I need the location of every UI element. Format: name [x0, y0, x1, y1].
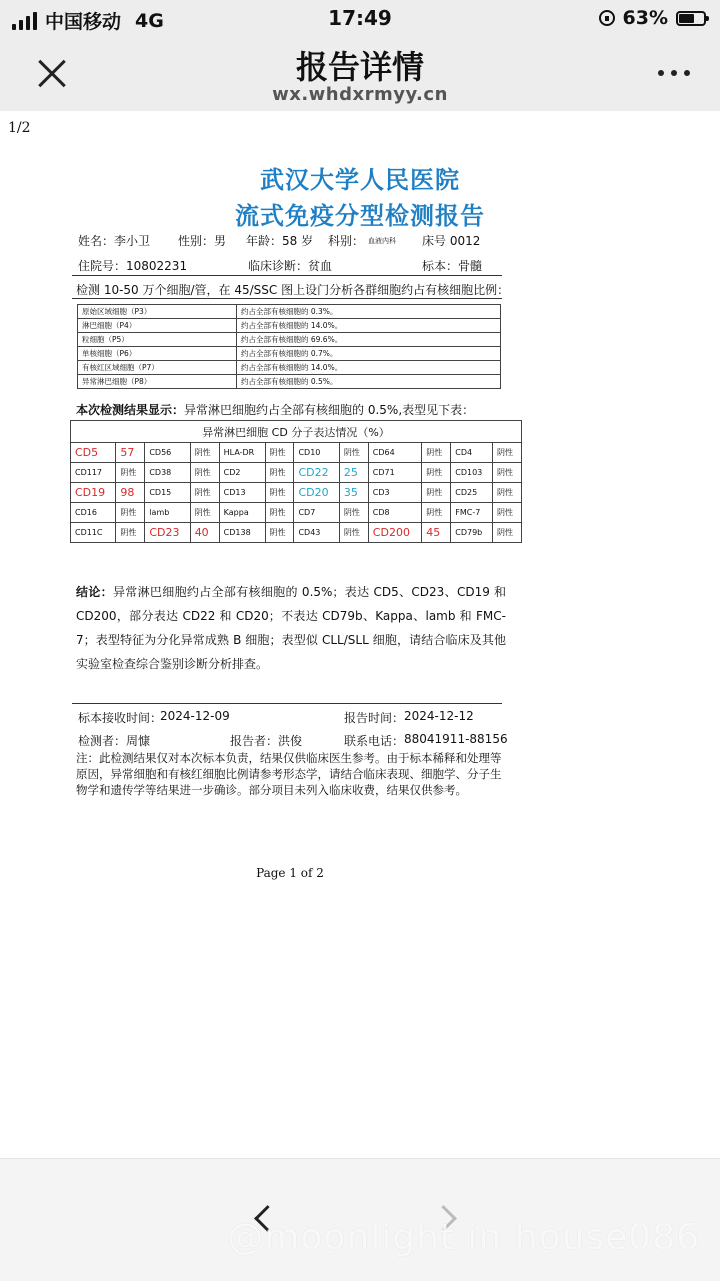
cd-marker: CD117	[71, 463, 116, 483]
cd-marker: Kappa	[219, 503, 265, 523]
cd-marker: HLA-DR	[219, 443, 265, 463]
inpatient-number: 住院号：10802231	[78, 259, 188, 273]
status-time: 17:49	[328, 6, 392, 30]
phone-label: 联系电话：	[344, 734, 405, 748]
cd-value: 阴性	[265, 503, 294, 523]
cd-value: 阴性	[422, 443, 451, 463]
cd-marker: CD71	[368, 463, 421, 483]
more-options-icon[interactable]	[658, 70, 690, 76]
nav-bar	[0, 36, 720, 111]
cd-row	[71, 443, 522, 463]
cd-marker: CD25	[451, 483, 493, 503]
conclusion-label: 结论：	[76, 585, 113, 599]
result-summary	[76, 401, 474, 418]
battery-percent: 63%	[622, 7, 668, 29]
cd-marker: CD138	[219, 523, 265, 543]
cd-value: 阴性	[265, 483, 294, 503]
conclusion-text: 异常淋巴细胞约占全部有核细胞的 0.5%；表达 CD5、CD23、CD19 和 CD200，部分表达 CD22 和 CD20；不表达 CD79b、Kappa、lamb 和 FMC-7；表型特征为分化异常成熟 B 细胞；表型似 CLL/SLL 细胞，请结合临床及其他实验室检查综合鉴别诊断分析排查。	[76, 585, 506, 671]
cd-marker: CD13	[219, 483, 265, 503]
page-indicator: 1/2	[8, 120, 31, 136]
page-footer: Page 1 of 2	[256, 866, 324, 880]
clinical-diagnosis: 临床诊断：贫血	[248, 259, 333, 273]
cd-value: 阴性	[492, 523, 521, 543]
cd-value: 阴性	[265, 523, 294, 543]
population-name: 有核红区域细胞（P7）	[78, 361, 237, 375]
population-row	[78, 305, 501, 319]
cd-value: 阴性	[422, 503, 451, 523]
cd-row	[71, 463, 522, 483]
received-date: 2024-12-09	[160, 709, 230, 723]
cd-row	[71, 523, 522, 543]
watermark: @moonlight in house086	[227, 1217, 700, 1258]
population-row	[78, 333, 501, 347]
cd-marker: CD64	[368, 443, 421, 463]
carrier-label: 中国移动	[45, 11, 122, 33]
result-text: 异常淋巴细胞约占全部有核细胞的 0.5%,表型见下表：	[184, 403, 475, 417]
rotation-lock-icon	[599, 10, 615, 26]
cd-value: 40	[190, 523, 219, 543]
population-row	[78, 361, 501, 375]
cd-marker: CD20	[294, 483, 339, 503]
phone-number: 88041911-88156	[404, 732, 508, 746]
page-url: wx.whdxrmyy.cn	[272, 84, 448, 105]
cd-marker: CD10	[294, 443, 339, 463]
cd-marker: FMC-7	[451, 503, 493, 523]
cd-expression-table	[70, 420, 522, 543]
cd-marker: CD2	[219, 463, 265, 483]
population-name: 异常淋巴细胞（P8）	[78, 375, 237, 389]
bottom-toolbar	[0, 1158, 720, 1281]
bed-number: 床号 0012	[422, 234, 481, 248]
population-value: 约占全部有核细胞的 0.7%。	[237, 347, 501, 361]
patient-age: 年龄：58 岁	[246, 234, 314, 248]
cd-value: 阴性	[190, 483, 219, 503]
cd-marker: CD56	[145, 443, 190, 463]
page-title: 报告详情	[295, 48, 424, 86]
result-label: 本次检测结果显示：	[76, 403, 185, 417]
report-document	[60, 140, 660, 890]
report-date: 2024-12-12	[404, 709, 474, 723]
cd-marker: CD38	[145, 463, 190, 483]
population-row	[78, 375, 501, 389]
cd-marker: lamb	[145, 503, 190, 523]
cd-marker: CD15	[145, 483, 190, 503]
cd-marker: CD19	[71, 483, 116, 503]
cd-value: 阴性	[265, 463, 294, 483]
cd-row	[71, 503, 522, 523]
cd-value: 阴性	[190, 503, 219, 523]
cd-marker: CD5	[71, 443, 116, 463]
report-note: 注：此检测结果仅对本次标本负责，结果仅供临床医生参考。由于标本稀释和处理等原因，异常细胞和有核红细胞比例请参考形态学，请结合临床表现、细胞学、分子生物学和遗传学等结果进一步确诊。部分项目未列入临床收费，结果仅供参考。	[76, 751, 502, 797]
examiner: 检测者：周慷	[78, 734, 151, 748]
cd-marker: CD22	[294, 463, 339, 483]
divider	[72, 703, 502, 704]
patient-sex: 性别：男	[178, 234, 227, 248]
battery-level	[679, 14, 694, 23]
network-label: 4G	[135, 9, 164, 32]
cd-marker: CD3	[368, 483, 421, 503]
population-value: 约占全部有核细胞的 14.0%。	[237, 361, 501, 375]
population-value: 约占全部有核细胞的 0.3%。	[237, 305, 501, 319]
cd-marker: CD11C	[71, 523, 116, 543]
cd-value: 阴性	[492, 463, 521, 483]
status-bar	[0, 0, 720, 36]
cd-marker: CD8	[368, 503, 421, 523]
cd-value: 阴性	[339, 443, 368, 463]
cd-value: 阴性	[116, 503, 145, 523]
cd-value: 57	[116, 443, 145, 463]
department: 血液内科	[368, 237, 396, 245]
cd-value: 阴性	[492, 443, 521, 463]
cd-marker: CD16	[71, 503, 116, 523]
population-value: 约占全部有核细胞的 14.0%。	[237, 319, 501, 333]
cd-value: 阴性	[116, 523, 145, 543]
patient-name: 姓名：李小卫	[78, 234, 151, 248]
reporter: 报告者：洪俊	[230, 734, 303, 748]
cd-value: 阴性	[190, 443, 219, 463]
cd-marker: CD7	[294, 503, 339, 523]
divider	[72, 298, 502, 299]
population-name: 粒细胞（P5）	[78, 333, 237, 347]
cd-value: 45	[422, 523, 451, 543]
population-name: 淋巴细胞（P4）	[78, 319, 237, 333]
cd-value: 阴性	[339, 523, 368, 543]
conclusion	[76, 580, 506, 676]
population-row	[78, 347, 501, 361]
cd-value: 阴性	[190, 463, 219, 483]
cd-row	[71, 483, 522, 503]
cd-value: 25	[339, 463, 368, 483]
cd-value: 阴性	[422, 483, 451, 503]
method-text: 检测 10-50 万个细胞/管，在 45/SSC 图上设门分析各群细胞约占有核细胞比例：	[76, 283, 510, 297]
cd-value: 阴性	[116, 463, 145, 483]
specimen: 标本：骨髓	[422, 259, 483, 273]
cd-value: 阴性	[422, 463, 451, 483]
cd-marker: CD103	[451, 463, 493, 483]
cd-marker: CD23	[145, 523, 190, 543]
population-name: 单核细胞（P6）	[78, 347, 237, 361]
cd-value: 阴性	[492, 503, 521, 523]
cd-value: 阴性	[492, 483, 521, 503]
cd-marker: CD200	[368, 523, 421, 543]
received-label: 标本接收时间：	[78, 711, 163, 725]
department-label: 科别：	[328, 234, 365, 248]
population-row	[78, 319, 501, 333]
cd-marker: CD79b	[451, 523, 493, 543]
population-value: 约占全部有核细胞的 69.6%。	[237, 333, 501, 347]
population-name: 原始区域细胞（P3）	[78, 305, 237, 319]
divider	[72, 275, 502, 276]
cd-value: 35	[339, 483, 368, 503]
cd-value: 98	[116, 483, 145, 503]
cd-marker: CD4	[451, 443, 493, 463]
cd-table-caption: 异常淋巴细胞 CD 分子表达情况（%）	[71, 421, 522, 443]
population-value: 约占全部有核细胞的 0.5%。	[237, 375, 501, 389]
cd-marker: CD43	[294, 523, 339, 543]
cd-value: 阴性	[339, 503, 368, 523]
report-title: 流式免疫分型检测报告	[235, 202, 485, 230]
status-right	[599, 7, 706, 29]
battery-icon	[676, 11, 706, 26]
report-time-label: 报告时间：	[344, 711, 405, 725]
cd-value: 阴性	[265, 443, 294, 463]
population-table	[77, 304, 501, 389]
hospital-name: 武汉大学人民医院	[260, 166, 460, 194]
